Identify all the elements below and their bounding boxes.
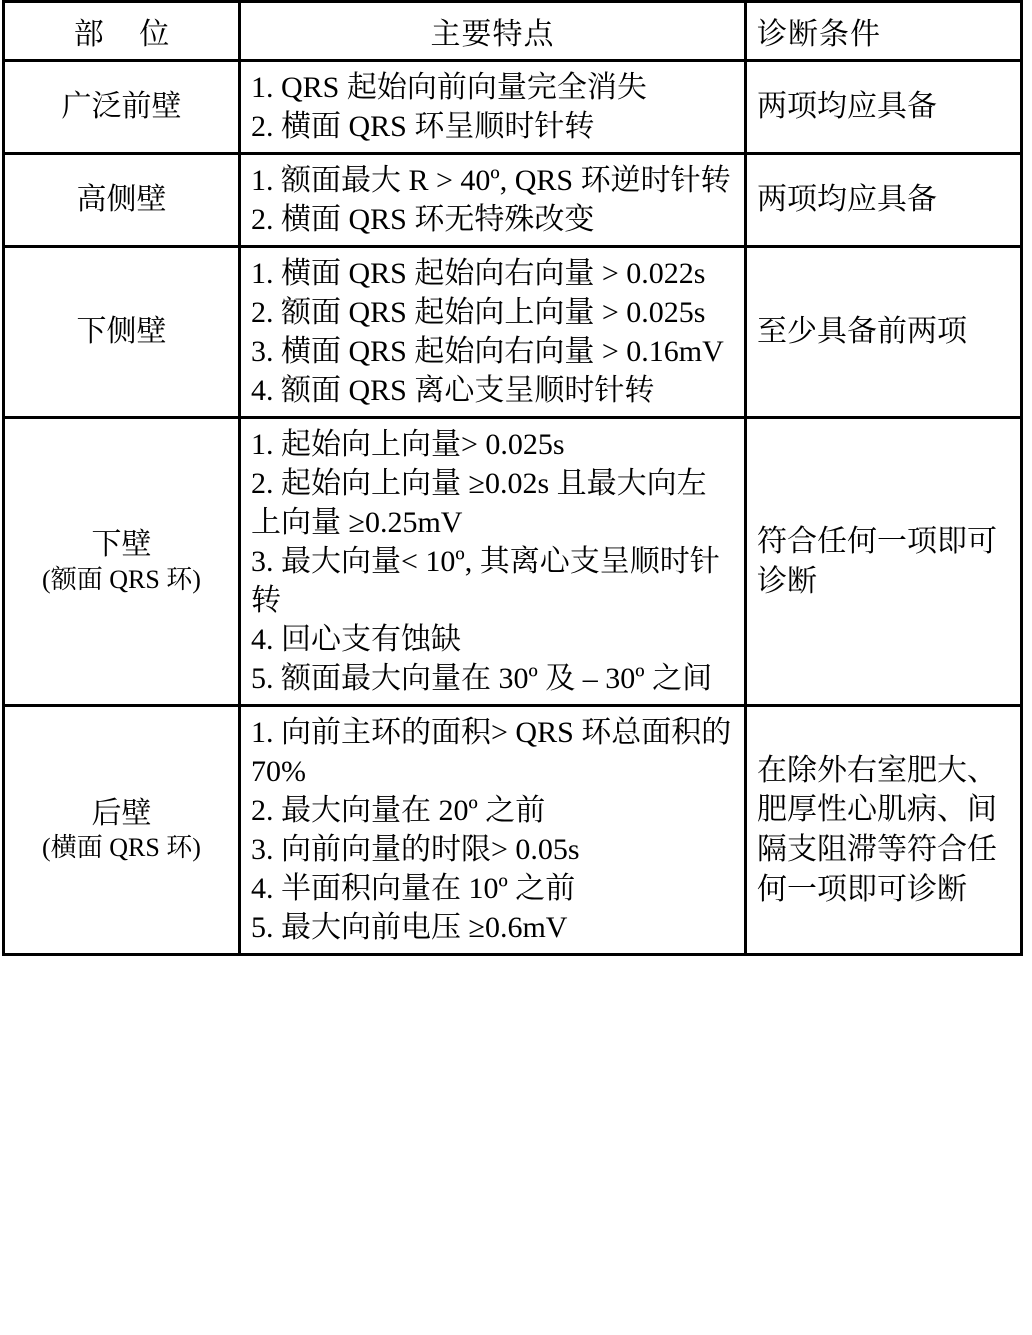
- feature-item: 1. 额面最大 R > 40º, QRS 环逆时针转: [251, 164, 731, 197]
- column-header-site: 部 位: [4, 2, 240, 61]
- table-body: [4, 61, 1022, 955]
- cell-site: [4, 61, 240, 154]
- feature-item: 2. 额面 QRS 起始向上向量 > 0.025s: [251, 296, 706, 329]
- cell-features: [240, 61, 746, 154]
- site-label: 广泛前壁: [61, 89, 182, 123]
- site-label: 下侧壁: [76, 314, 167, 348]
- cell-site: [4, 154, 240, 247]
- table-header: [4, 2, 1022, 61]
- table-row: [4, 418, 1022, 706]
- table-row: [4, 154, 1022, 247]
- site-sublabel: (横面 QRS 环): [42, 833, 201, 863]
- column-header-features: 主要特点: [240, 2, 746, 61]
- cell-condition: 符合任何一项即可诊断: [746, 418, 1022, 706]
- table-row: [4, 247, 1022, 418]
- table-header-row: [4, 2, 1022, 61]
- site-label: 下壁: [91, 528, 152, 562]
- feature-item: 1. 横面 QRS 起始向右向量 > 0.022s: [251, 257, 706, 290]
- cell-site: [4, 418, 240, 706]
- feature-item: 4. 额面 QRS 离心支呈顺时针转: [251, 374, 655, 407]
- feature-item: 2. 起始向上向量 ≥0.02s 且最大向左上向量 ≥0.25mV: [251, 467, 707, 539]
- cell-condition: 在除外右室肥大、肥厚性心肌病、间隔支阻滞等符合任何一项即可诊断: [746, 706, 1022, 955]
- cell-features: [240, 418, 746, 706]
- vcg-diagnosis-table: [2, 0, 1023, 956]
- feature-item: 1. QRS 起始向前向量完全消失: [251, 71, 647, 104]
- cell-site: [4, 706, 240, 955]
- table-row: [4, 61, 1022, 154]
- feature-item: 2. 横面 QRS 环呈顺时针转: [251, 110, 595, 143]
- feature-item: 3. 最大向量< 10º, 其离心支呈顺时针转: [251, 545, 720, 617]
- feature-item: 4. 半面积向量在 10º 之前: [251, 872, 576, 905]
- site-sublabel: (额面 QRS 环): [42, 564, 201, 594]
- feature-item: 5. 额面最大向量在 30º 及 – 30º 之间: [251, 662, 713, 695]
- feature-item: 2. 最大向量在 20º 之前: [251, 794, 546, 827]
- cell-features: [240, 706, 746, 955]
- feature-item: 1. 向前主环的面积> QRS 环总面积的 70%: [251, 716, 732, 788]
- cell-features: [240, 247, 746, 418]
- site-label: 高侧壁: [76, 182, 167, 216]
- table-row: [4, 706, 1022, 955]
- feature-item: 3. 横面 QRS 起始向右向量 > 0.16mV: [251, 335, 724, 368]
- cell-condition: 至少具备前两项: [746, 247, 1022, 418]
- cell-condition: 两项均应具备: [746, 61, 1022, 154]
- feature-item: 4. 回心支有蚀缺: [251, 623, 461, 656]
- site-label: 后壁: [91, 796, 152, 830]
- cell-condition: 两项均应具备: [746, 154, 1022, 247]
- feature-item: 3. 向前向量的时限> 0.05s: [251, 833, 580, 866]
- cell-site: [4, 247, 240, 418]
- column-header-condition: 诊断条件: [746, 2, 1022, 61]
- feature-item: 2. 横面 QRS 环无特殊改变: [251, 203, 595, 236]
- feature-item: 5. 最大向前电压 ≥0.6mV: [251, 911, 568, 944]
- feature-item: 1. 起始向上向量> 0.025s: [251, 428, 565, 461]
- cell-features: [240, 154, 746, 247]
